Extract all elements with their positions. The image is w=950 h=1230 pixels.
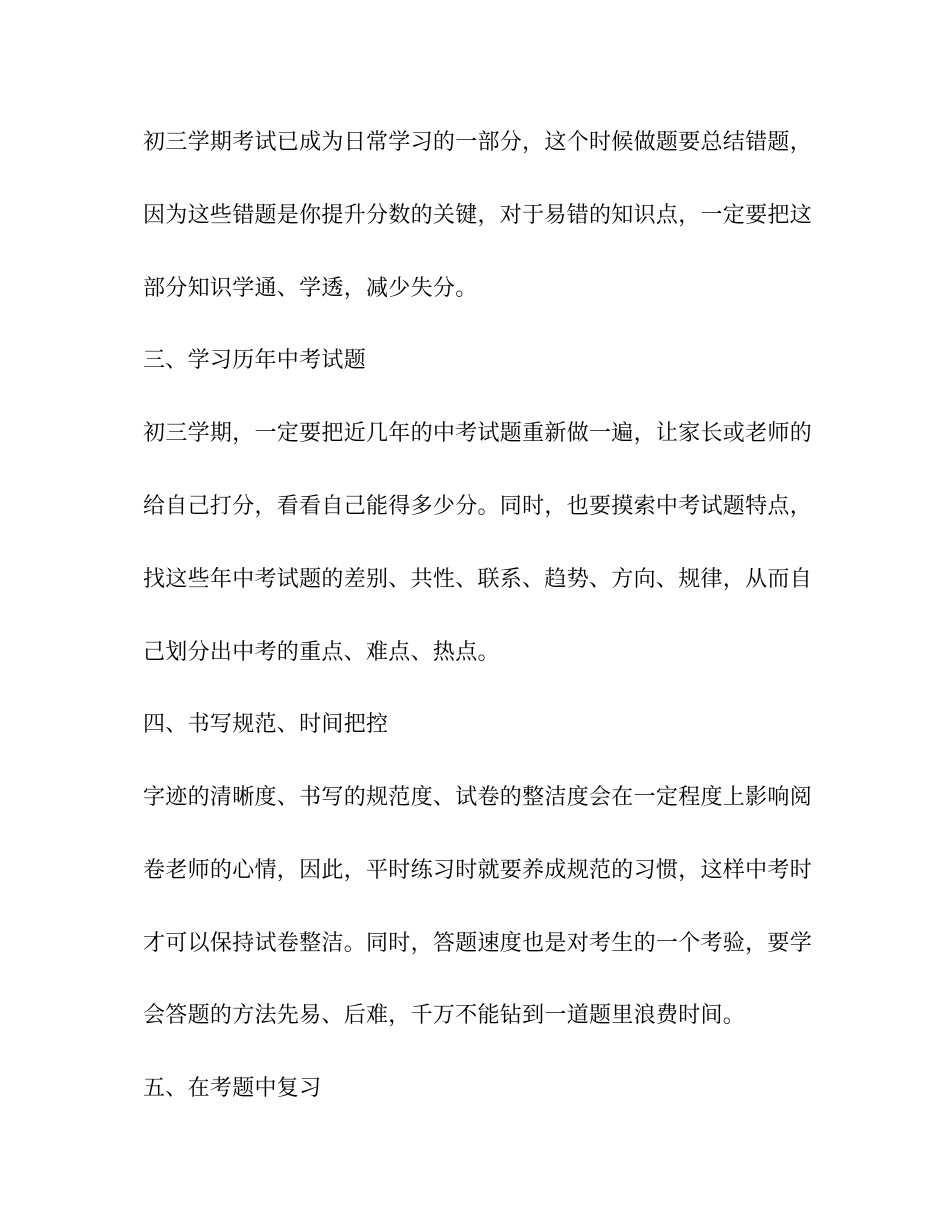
paragraph-line: 初三学期，一定要把近几年的中考试题重新做一遍，让家长或老师的 xyxy=(143,421,813,446)
paragraph-line: 会答题的方法先易、后难，千万不能钻到一道题里浪费时间。 xyxy=(143,1003,746,1028)
paragraph-line: 己划分出中考的重点、难点、热点。 xyxy=(143,640,500,665)
paragraph-line: 部分知识学通、学透，减少失分。 xyxy=(143,276,478,301)
paragraph-line: 给自己打分，看看自己能得多少分。同时，也要摸索中考试题特点， xyxy=(143,494,813,519)
section-heading: 五、在考题中复习 xyxy=(143,1076,322,1101)
paragraph-line: 找这些年中考试题的差别、共性、联系、趋势、方向、规律，从而自 xyxy=(143,567,813,592)
paragraph-line: 字迹的清晰度、书写的规范度、试卷的整洁度会在一定程度上影响阅 xyxy=(143,785,813,810)
paragraph-line: 卷老师的心情，因此，平时练习时就要养成规范的习惯，这样中考时 xyxy=(143,858,813,883)
section-heading: 三、学习历年中考试题 xyxy=(143,348,367,373)
section-heading: 四、书写规范、时间把控 xyxy=(143,712,389,737)
paragraph-line: 初三学期考试已成为日常学习的一部分，这个时候做题要总结错题， xyxy=(143,130,813,155)
paragraph-line: 才可以保持试卷整洁。同时，答题速度也是对考生的一个考验，要学 xyxy=(143,931,813,956)
paragraph-line: 因为这些错题是你提升分数的关键，对于易错的知识点，一定要把这 xyxy=(143,203,813,228)
